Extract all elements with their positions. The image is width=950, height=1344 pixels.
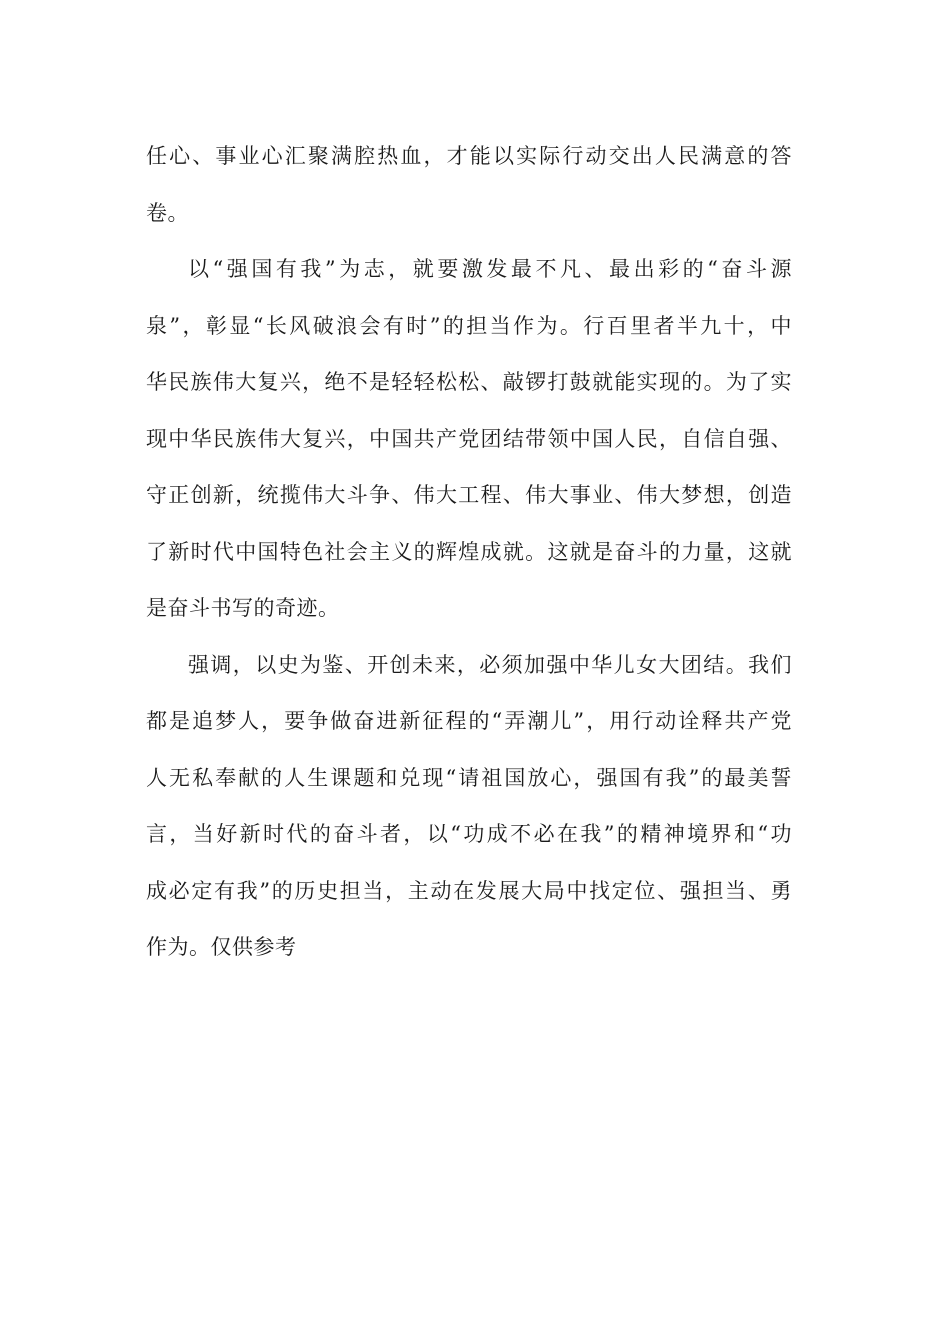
body-text	[146, 128, 792, 976]
text-line: 华民族伟大复兴，绝不是轻轻松松、敲锣打鼓就能实现的。为了实	[146, 370, 792, 394]
text-line: 成必定有我”的历史担当，主动在发展大局中找定位、强担当、勇	[146, 878, 792, 903]
text-line: 现中华民族伟大复兴，中国共产党团结带领中国人民，自信自强、	[146, 426, 792, 451]
text-line: 了新时代中国特色社会主义的辉煌成就。这就是奋斗的力量，这就	[146, 539, 792, 564]
text-line: 泉”，彰显“长风破浪会有时”的担当作为。行百里者半九十，中	[146, 313, 792, 338]
text-line: 守正创新，统揽伟大斗争、伟大工程、伟大事业、伟大梦想，创造	[146, 483, 792, 507]
text-line: 人无私奉献的人生课题和兑现“请祖国放心，强国有我”的最美誓	[146, 765, 792, 790]
text-line: 作为。仅供参考	[146, 935, 297, 959]
text-line: 任心、事业心汇聚满腔热血，才能以实际行动交出人民满意的答	[146, 144, 792, 168]
text-line: 卷。	[146, 200, 189, 225]
paragraph-start-line: 以“强国有我”为志，就要激发最不凡、最出彩的“奋斗源	[188, 257, 792, 281]
text-line: 言，当好新时代的奋斗者，以“功成不必在我”的精神境界和“功	[146, 822, 792, 846]
text-line: 都是追梦人，要争做奋进新征程的“弄潮儿”，用行动诠释共产党	[146, 709, 792, 733]
text-line: 是奋斗书写的奇迹。	[146, 596, 340, 620]
paragraph-start-line: 强调，以史为鉴、开创未来，必须加强中华儿女大团结。我们	[188, 652, 792, 677]
